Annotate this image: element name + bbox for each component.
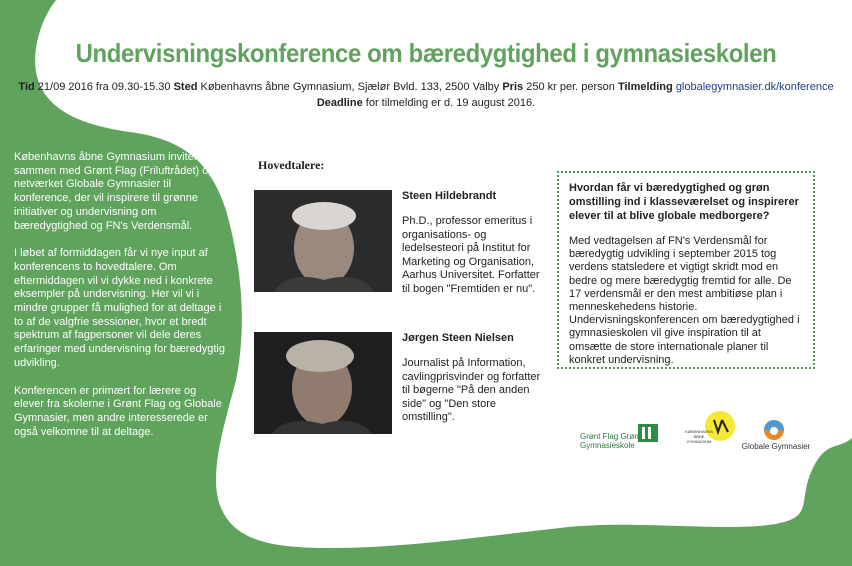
tilmelding-label: Tilmelding: [617, 81, 673, 93]
gronflag-line2: Gymnasieskole: [580, 441, 635, 450]
gronflag-line1: Grønt Flag Grøn: [580, 432, 639, 441]
speakers-heading: Hovedtalere:: [258, 158, 325, 172]
speaker-bio: Ph.D., professor emeritus i organisations- og ledelsesteori på Institut for Marketing og Organisation, Aarhus Universitet. Forfatter til bogen "Fremtiden er nu".: [402, 215, 540, 295]
intro-paragraph: Københavns åbne Gymnasium inviterer sammen med Grønt Flag (Friluftrådet) og netværket Globale Gymnasier til konference, der vil inspirere til grønne initiativer og undervisning om bæredygtighed og FN's Verdensmål.: [14, 151, 215, 232]
info-box: [557, 171, 815, 369]
info-box-text: Med vedtagelsen af FN's Verdensmål for bæredygtig udvikling i september 2015 tog verdens statsledere et vigtigt skridt mod en bedre og mere bæredygtig fremtid for alle. De 17 verdensmål er den mest ambitiøse plan i menneskehedens historie. Undervisningskonferencen om bæredygtighed i gymnasieskolen vil give inspiration til at omsætte de store internationale planer til konkret undervisning.: [569, 235, 800, 366]
deadline-value: for tilmelding er d. 19 august 2016.: [365, 97, 536, 109]
gronflag-logo: [580, 424, 666, 454]
sted-value: Københavns åbne Gymnasium, Sjælør Bvld. 133, 2500 Valby: [200, 81, 500, 93]
pris-value: 250 kr per. person: [526, 81, 615, 93]
speaker-bio: Journalist på Information, cavlingprisvinder og forfatter til bøgerne "På den anden side" og "Den store omstilling".: [402, 357, 541, 424]
kobenhavns-aabne-gymnasium-logo: [684, 410, 740, 452]
kag-line3: GYMNASIUM: [686, 439, 712, 444]
kag-text: [684, 429, 714, 444]
speaker-photo-steen-hildebrandt: [254, 190, 392, 292]
speaker-name: Jørgen Steen Nielsen: [402, 332, 514, 344]
pris-label: Pris: [502, 81, 524, 93]
intro-paragraph: I løbet af formiddagen får vi nye input af konferencens to hovedtalere. Om eftermiddagen vil vi dykke ned i konkrete eksempler på undervisning. Her vil vi i mindre grupper få mulighed for at deltage i to af de valgfrie sessioner, hvor et bredt spektrum af fagpersoner vil dele deres erfaringer med undervisning for bæredygtig udvikling.: [14, 247, 225, 369]
deadline-line: [0, 97, 852, 109]
page-title: Undervisningskonference om bæredygtighed i gymnasieskolen: [75, 38, 777, 68]
registration-link[interactable]: globalegymnasier.dk/konference: [675, 81, 834, 93]
speaker-photo-jorgen-steen-nielsen: [254, 332, 392, 434]
kag-line1: KØBENHAVNS: [685, 429, 713, 434]
event-info-line: [0, 81, 852, 93]
info-box-question: Hvordan får vi bæredygtighed og grøn omstilling ind i klasseværelset og inspirerer elever til at blive globale medborgere?: [569, 182, 799, 222]
intro-text: [14, 151, 229, 453]
intro-paragraph: Konferencen er primært for lærere og elever fra skolerne i Grønt Flag og Globale Gymnasier, men andre interesserede er også velkomne til at deltage.: [14, 384, 222, 438]
globale-gymnasier-text: Globale Gymnasier: [741, 442, 811, 451]
sted-label: Sted: [173, 81, 198, 93]
deadline-label: Deadline: [316, 97, 363, 109]
tid-label: Tid: [18, 81, 35, 93]
globale-gymnasier-logo: [740, 418, 812, 452]
speaker-name: Steen Hildebrandt: [402, 190, 497, 202]
kag-line2: ÅBNE: [693, 434, 705, 439]
tid-value: 21/09 2016 fra 09.30-15.30: [37, 81, 171, 93]
